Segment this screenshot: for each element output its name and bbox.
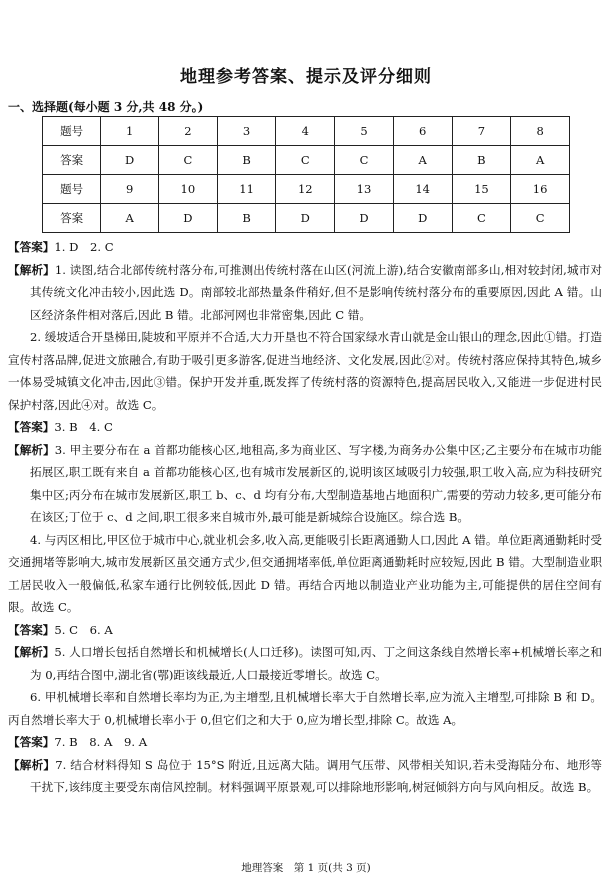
analysis-tag: 【解析】 xyxy=(8,645,55,659)
table-cell: C xyxy=(276,146,335,175)
paragraph-text: 3. 甲主要分布在 a 首都功能核心区,地租高,多为商业区、写字楼,为商务办公集中区;乙主要分布在城市功能拓展区,职工既有来自 a 首都功能核心区,也有城市发展新区的,说明该区域吸引力较强,职工收入高,应为科技研究集中区;丙分布在城市发展新区,职工 b、c、d 均有分布,大型制造基地占地面积广,需要的劳动力较多,更可能分布在该区;丁位于 c、d 之间,职工很多来自城市外,最可能是新城综合设施区。综合选 B。 xyxy=(30,442,602,524)
row-label: 题号 xyxy=(43,117,101,146)
table-row xyxy=(43,117,570,146)
table-cell: C xyxy=(335,146,394,175)
analysis-tag: 【解析】 xyxy=(8,262,55,277)
explanations xyxy=(8,236,602,799)
paragraph-text: 4. 与丙区相比,甲区位于城市中心,就业机会多,收入高,更能吸引长距离通勤人口,因此 A 错。单位距离通勤耗时受交通拥堵等影响大,城市发展新区虽交通方式少,但交通拥堵率低,单位距离通勤耗时应较短,因此 B 错。大型制造业职工居民收入一般偏低,私家车通行比例较低,因此 D 错。再结合丙地以制造业产业功能为主,可能提供的居住空间有限。故选 C。 xyxy=(8,532,602,614)
row-label: 答案 xyxy=(43,146,101,175)
table-cell: 9 xyxy=(101,175,159,204)
table-row xyxy=(43,146,570,175)
paragraph-text: 7. B 8. A 9. A xyxy=(54,735,148,749)
analysis-paragraph xyxy=(8,641,602,686)
paragraph-text: 1. D 2. C xyxy=(54,240,114,254)
table-cell: 13 xyxy=(335,175,394,204)
answer-table xyxy=(42,116,570,233)
section-heading: 一、选择题(每小题 3 分,共 48 分。) xyxy=(8,100,204,114)
paragraph-text: 5. C 6. A xyxy=(54,622,113,637)
paragraph-text: 5. 人口增长包括自然增长和机械增长(人口迁移)。读图可知,丙、丁之间这条线自然增长率+机械增长率之和为 0,再结合图中,湖北省(鄂)距该线最近,人口最接近零增长。故选 C。 xyxy=(30,645,602,682)
table-cell: A xyxy=(511,146,570,175)
table-cell: 3 xyxy=(217,117,276,146)
table-cell: 16 xyxy=(511,175,570,204)
table-cell: C xyxy=(511,204,570,233)
answer-tag: 【答案】 xyxy=(8,735,55,749)
answer-line xyxy=(8,619,602,642)
table-cell: 2 xyxy=(159,117,218,146)
table-cell: B xyxy=(217,146,276,175)
table-cell: C xyxy=(159,146,218,175)
paragraph-text: 7. 结合材料得知 S 岛位于 15°S 附近,且远离大陆。调用气压带、风带相关知识,若未受海陆分布、地形等干扰下,该纬度主要受东南信风控制。材料强调平原景观,可以排除地形影响,树冠倾斜方向与风向相反。故选 B。 xyxy=(30,757,602,794)
answer-tag: 【答案】 xyxy=(8,240,55,254)
explanation-paragraph xyxy=(8,326,602,416)
table-cell: 7 xyxy=(452,117,511,146)
explanation-paragraph xyxy=(8,529,602,619)
analysis-tag: 【解析】 xyxy=(8,757,56,772)
paragraph-text: 3. B 4. C xyxy=(54,420,113,434)
analysis-paragraph xyxy=(8,259,602,327)
answer-line xyxy=(8,236,602,259)
table-cell: D xyxy=(101,146,159,175)
table-cell: D xyxy=(393,204,452,233)
table-row xyxy=(43,175,570,204)
answer-line xyxy=(8,731,602,754)
table-cell: 5 xyxy=(335,117,394,146)
answer-tag: 【答案】 xyxy=(8,622,55,637)
table-cell: D xyxy=(276,204,335,233)
table-row xyxy=(43,204,570,233)
table-cell: 4 xyxy=(276,117,335,146)
paragraph-text: 1. 读图,结合北部传统村落分布,可推测出传统村落在山区(河流上游),结合安徽南部多山,相对较封闭,城市对其传统文化冲击较小,因此选 D。南部较北部热量条件稍好,但不是影响传统村落分布的重要原因,因此 A 错。山区经济条件相对落后,因此 B 错。北部河网也非常密集,因此 C 错。 xyxy=(30,262,602,322)
analysis-paragraph xyxy=(8,439,602,529)
table-cell: A xyxy=(101,204,159,233)
paragraph-text: 6. 甲机械增长率和自然增长率均为正,为主增型,且机械增长率大于自然增长率,应为流入主增型,可排除 B 和 D。丙自然增长率大于 0,机械增长率小于 0,但它们之和大于 0,应为增长型,排除 C。故选 A。 xyxy=(8,690,602,727)
table-cell: 15 xyxy=(452,175,511,204)
table-cell: B xyxy=(452,146,511,175)
table-cell: C xyxy=(452,204,511,233)
table-cell: D xyxy=(335,204,394,233)
table-cell: 8 xyxy=(511,117,570,146)
explanation-paragraph xyxy=(8,686,602,731)
answer-line xyxy=(8,416,602,439)
page-title: 地理参考答案、提示及评分细则 xyxy=(180,67,432,87)
table-cell: 6 xyxy=(393,117,452,146)
row-label: 答案 xyxy=(43,204,101,233)
page-footer: 地理答案 第 1 页(共 3 页) xyxy=(241,862,371,874)
table-cell: 1 xyxy=(101,117,159,146)
table-cell: D xyxy=(159,204,218,233)
table-cell: B xyxy=(217,204,276,233)
table-cell: 10 xyxy=(159,175,218,204)
table-cell: 14 xyxy=(393,175,452,204)
table-cell: 11 xyxy=(217,175,276,204)
paragraph-text: 2. 缓坡适合开垦梯田,陡坡和平原并不合适,大力开垦也不符合国家绿水青山就是金山银山的理念,因此①错。打造宣传村落品牌,促进文旅融合,有助于吸引更多游客,促进当地经济、文化发展,因此②对。传统村落应保持其特色,城乡一体易受城镇文化冲击,因此③错。保护开发并重,既发挥了传统村落的资源特色,提高居民收入,又能进一步促进村民保护村落,因此④对。故选 C。 xyxy=(8,330,602,412)
table-cell: A xyxy=(393,146,452,175)
analysis-tag: 【解析】 xyxy=(8,442,55,457)
table-cell: 12 xyxy=(276,175,335,204)
row-label: 题号 xyxy=(43,175,101,204)
answer-tag: 【答案】 xyxy=(8,420,55,434)
analysis-paragraph xyxy=(8,754,602,799)
